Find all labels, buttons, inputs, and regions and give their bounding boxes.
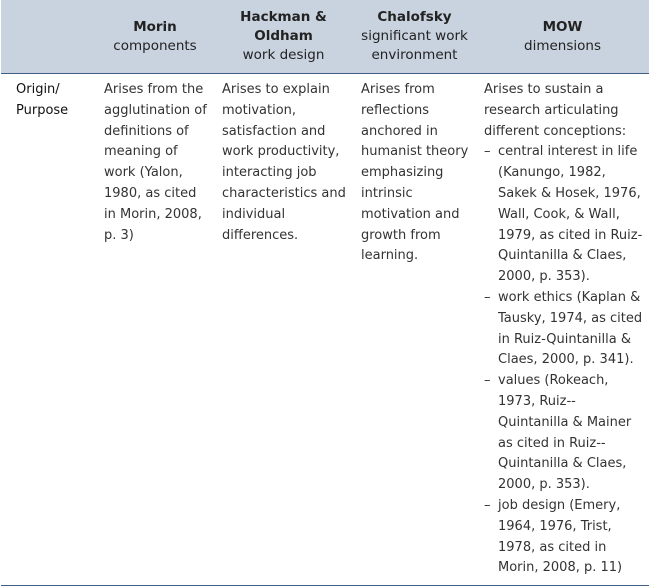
list-item: – central interest in life (Kanungo, 1982, Sakek & Hosek, 1976, Wall, Cook, & Wall, 1979, as cited in Ruiz-Quintanilla & Claes, 2000, p. 353). <box>484 142 643 288</box>
list-item: – job design (Emery, 1964, 1976, Trist, 1978, as cited in Morin, 2008, p. 11) <box>484 496 643 579</box>
header-chalofsky-title: Chalofsky <box>377 9 452 25</box>
header-morin-subtitle: components <box>113 37 197 54</box>
header-mow-subtitle: dimensions <box>524 37 601 54</box>
header-hackman-title: Hackman & Oldham <box>240 9 327 44</box>
cell-chalofsky: Arises from reflections anchored in humanist theory emphasizing intrinsic motivation and growth from learning. <box>353 74 476 586</box>
list-item: – work ethics (Kaplan & Tausky, 1974, as cited in Ruiz-Quintanilla & Claes, 2000, p. 341). <box>484 288 643 371</box>
comparison-table <box>1 0 649 586</box>
mow-list <box>484 142 643 579</box>
cell-morin: Arises from the agglutination of definitions of meaning of work (Yalon, 1980, as cited in Morin, 2008, p. 3) <box>96 74 214 586</box>
table-row <box>1 74 649 586</box>
cell-mow <box>476 74 649 586</box>
header-morin-title: Morin <box>133 18 177 35</box>
header-hackman-subtitle: work design <box>242 47 325 63</box>
header-chalofsky-subtitle: significant work environment <box>361 28 468 63</box>
header-morin <box>96 0 214 74</box>
list-item: – values (Rokeach, 1973, Ruiz--Quintanilla & Mainer as cited in Ruiz--Quintanilla & Claes, 2000, p. 353). <box>484 371 643 496</box>
header-mow <box>476 0 649 74</box>
header-hackman <box>214 0 353 74</box>
header-mow-title: MOW <box>542 18 583 35</box>
row-label: Origin/ Purpose <box>1 74 96 586</box>
cell-hackman: Arises to explain motivation, satisfaction and work productivity, interacting job characteristics and individual differences. <box>214 74 353 586</box>
header-row <box>1 0 649 74</box>
header-chalofsky <box>353 0 476 74</box>
mow-intro: Arises to sustain a research articulating different conceptions: <box>484 82 627 139</box>
header-empty <box>1 0 96 74</box>
